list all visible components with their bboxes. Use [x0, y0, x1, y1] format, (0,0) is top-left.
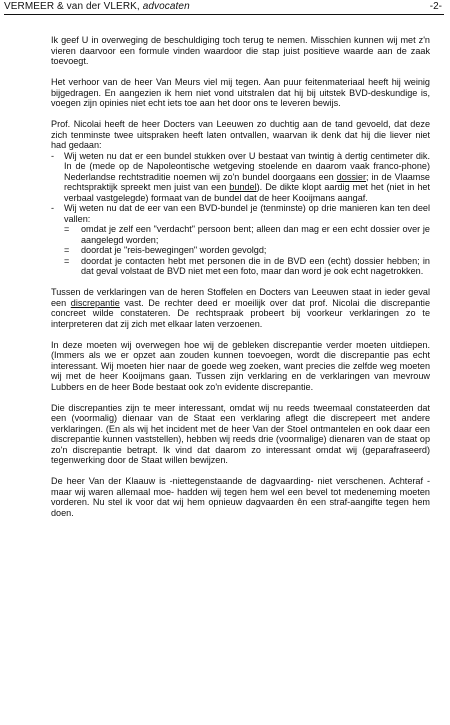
- sub-bullet-mark: =: [64, 245, 70, 255]
- underlined-term: discrepantie: [70, 297, 120, 308]
- paragraph-7: De heer Van der Klaauw is -niettegenstaande de dagvaarding- niet verschenen. Achteraf -maar wij waren allemaal moe- hadden wij tegen hem wel een bevel tot medeneming moeten vorderen. Nu stel ik voor dat wij hem opnieuw dagvaarden ên een straf-aangifte tegen hem doen.: [51, 476, 430, 518]
- page-number: -2-: [429, 1, 442, 12]
- text-run: ). De dikte klopt aardig met het (niet in het verbaal vastgelegde) formaat van de bundel dat de heer Kooijmans aangaf.: [64, 182, 431, 203]
- page-header: [4, 1, 444, 15]
- sub-list-item-text: doordat je contacten hebt met personen die in de BVD een (echt) dossier hebben; in dat geval volstaat de BVD niet met een foto, maar dan word je ook echt nagetrokken.: [81, 255, 430, 276]
- bullet-mark: -: [51, 203, 55, 213]
- bullet-list: [51, 151, 430, 277]
- paragraph-1: Ik geef U in overweging de beschuldiging toch terug te nemen. Misschien kunnen wij met z'n vieren daarvoor een formule vinden waardoor die stap juist positieve waarde aan de zaak toevoegt.: [51, 35, 430, 66]
- text-run: Tussen de verklaringen van de heren Stoffelen en Docters van Leeuwen staat in ieder geval een: [51, 287, 430, 308]
- sub-list-item: [64, 245, 430, 256]
- list-item: [51, 151, 430, 204]
- letter-body: [51, 35, 430, 529]
- firm-suffix: advocaten: [142, 1, 190, 12]
- text-run: Wij weten nu dat er een bundel stukken over U bestaat van twintig à dertig centimeter dik. In de (mede op de Napoleontische wetgeving stoelende en daarom vaak franco-phone) Nederlandse rechtstraditie noemen wij zo'n bundel doorgaans een: [64, 150, 430, 182]
- sub-list-item-text: doordat je "reis-bewegingen" worden gevolgd;: [81, 245, 267, 255]
- underlined-term: dossier: [336, 171, 366, 182]
- paragraph-4: [51, 287, 430, 329]
- sub-bullet-mark: =: [64, 224, 70, 234]
- text-run: ; in de Vlaamse rechtspraktijk spreekt men juist van een: [64, 171, 430, 192]
- list-item-text: Wij weten nu dat de eer van een BVD-bundel je (tenminste) op drie manieren kan ten deel vallen:: [64, 203, 430, 224]
- paragraph-6: Die discrepanties zijn te meer interessant, omdat wij nu reeds tweemaal constateerden dat een (voormalig) dienaar van de Staat een verklaring aflegt die discrepeert met andere verklaringen. (En als wij het incident met de heer Van der Stoel ontmantelen en ook daar een discrepantie kunnen vaststellen), hebben wij reeds drie (voormalige) dienaren van de staat op zo'n discrepantie betrapt. Ik vind dat daarom zo interessant omdat wij (geparafraseerd) tegenwerking door de Staat willen bewijzen.: [51, 402, 430, 465]
- firm-name: [4, 1, 190, 14]
- paragraph-3: Prof. Nicolai heeft de heer Docters van Leeuwen zo duchtig aan de tand gevoeld, dat deze zich tenminste twee uitspraken heeft laten ontvallen, waarvan ik denk dat hij die liever niet had gedaan:: [51, 119, 430, 150]
- sub-list-item: [64, 256, 430, 277]
- list-item-text: [64, 151, 430, 204]
- sub-list-item: [64, 224, 430, 245]
- paragraph-2: Het verhoor van de heer Van Meurs viel mij tegen. Aan puur feitenmateriaal heeft hij weinig bijgedragen. En aangezien ik hem niet vond uitstralen dat hij bij uitstek BVD-deskundige is, voegen zijn opinies niet echt iets toe aan het door ons te leveren bewijs.: [51, 77, 430, 108]
- sub-list: [64, 224, 430, 277]
- text-run: vast. De rechter deed er moeilijk over dat prof. Nicolai die discrepantie concreet wilde constateren. De rechtspraak probeert bij voorkeur verklaringen zo te interpreteren dat zij zich met elkaar laten verzoenen.: [51, 297, 430, 329]
- paragraph-5: In deze moeten wij overwegen hoe wij de gebleken discrepantie verder moeten uitdiepen. (Immers als we er opzet aan zouden kunnen toevoegen, wordt die discrepantie pas echt interessant. Wij moeten hier naar de goede weg zoeken, want precies die zelfde weg moeten wij met de heer Kooijmans gaan. Tussen zijn verklaring en de verklaringen van mevrouw Lubbers en de heer Bode bestaat ook zo'n evidente discrepantie.: [51, 339, 430, 392]
- firm-name-text: VERMEER & van der VLERK,: [4, 1, 140, 12]
- underlined-term: bundel: [229, 182, 257, 192]
- sub-bullet-mark: =: [64, 255, 70, 266]
- sub-list-item-text: omdat je zelf een "verdacht" persoon bent; alleen dan mag er een echt dossier over je aangelegd worden;: [81, 224, 430, 245]
- list-item: [51, 203, 430, 224]
- bullet-mark: -: [51, 150, 55, 161]
